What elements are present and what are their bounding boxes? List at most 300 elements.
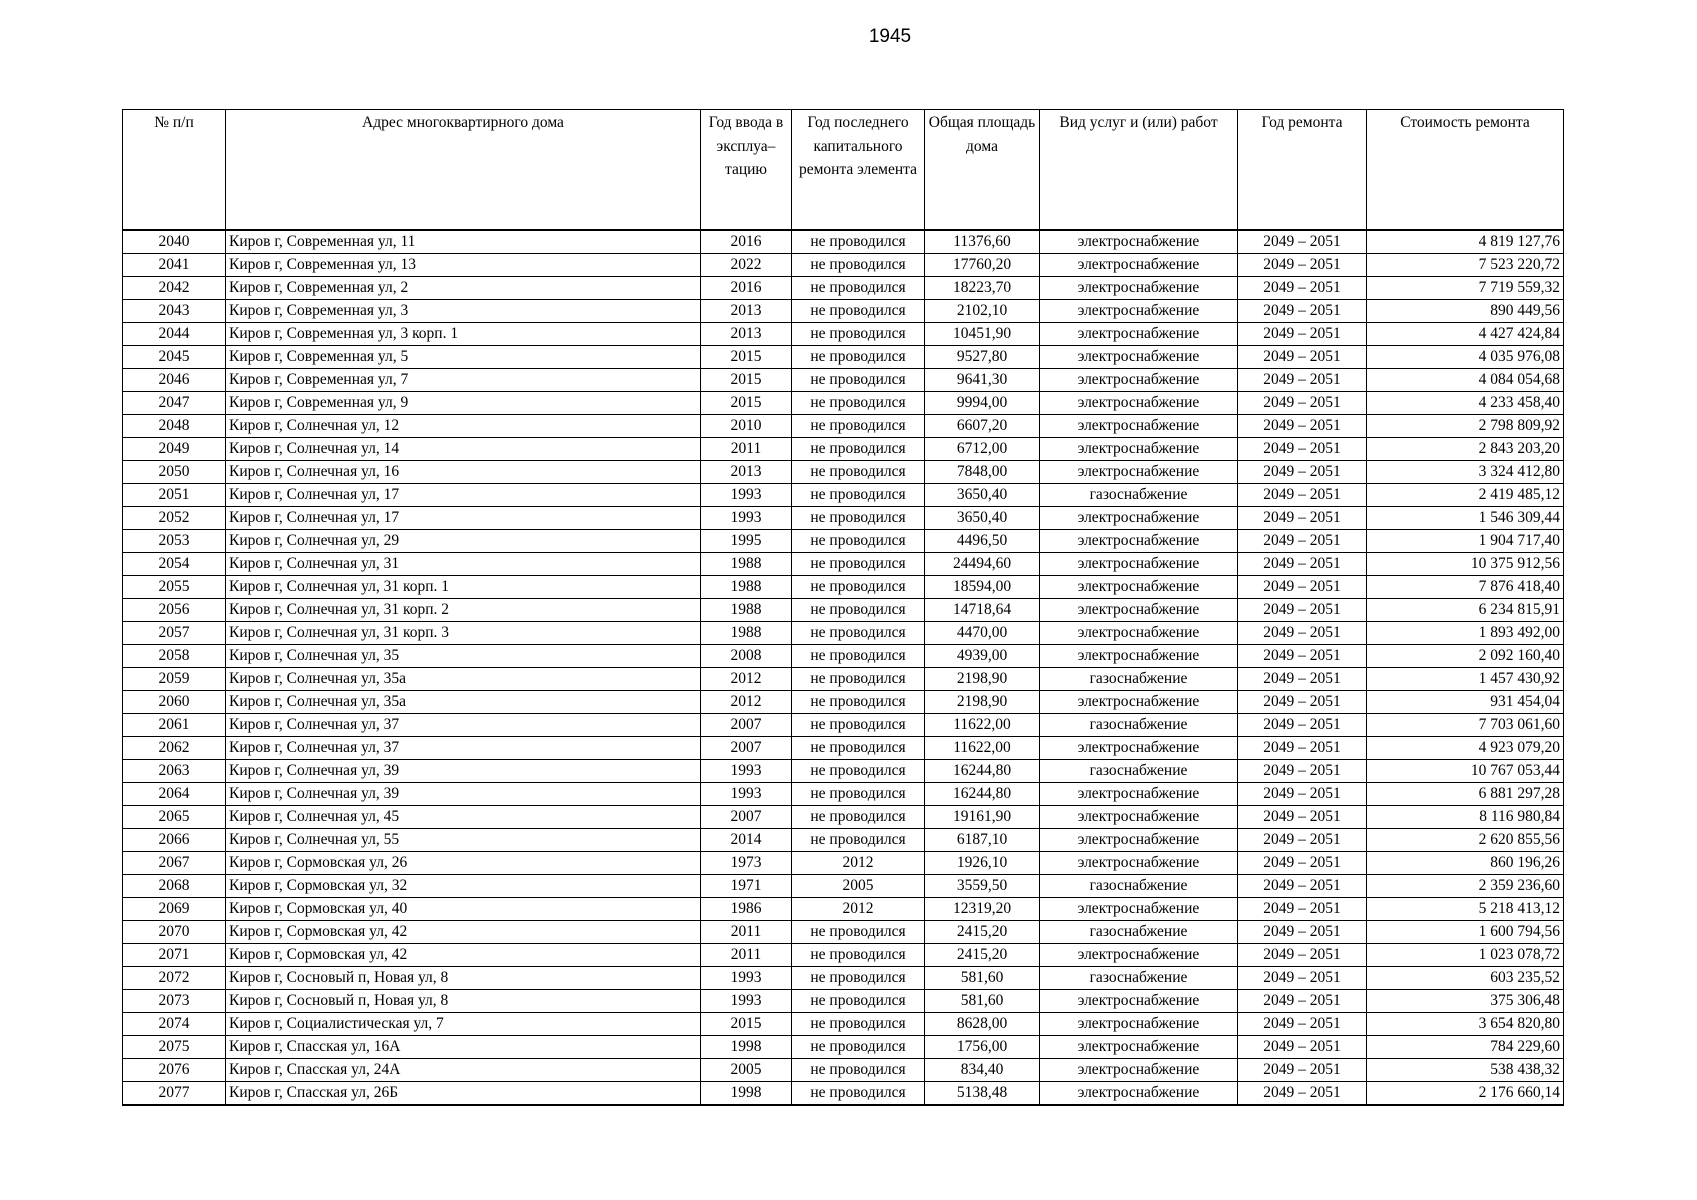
cell-repair-cost: 6 234 815,91 — [1367, 599, 1564, 622]
cell-commission-year: 2015 — [701, 369, 792, 392]
cell-repair-cost: 1 546 309,44 — [1367, 507, 1564, 530]
cell-number: 2045 — [123, 346, 226, 369]
cell-address: Киров г, Спасская ул, 26Б — [226, 1082, 701, 1106]
cell-commission-year: 1993 — [701, 760, 792, 783]
cell-service-type: электроснабжение — [1040, 323, 1238, 346]
cell-repair-year: 2049 – 2051 — [1238, 277, 1367, 300]
cell-total-area: 2415,20 — [925, 944, 1040, 967]
cell-repair-year: 2049 – 2051 — [1238, 438, 1367, 461]
cell-service-type: электроснабжение — [1040, 254, 1238, 277]
cell-total-area: 17760,20 — [925, 254, 1040, 277]
cell-repair-year: 2049 – 2051 — [1238, 553, 1367, 576]
cell-last-repair-year: 2012 — [792, 852, 925, 875]
cell-total-area: 11622,00 — [925, 737, 1040, 760]
table-row — [123, 254, 1564, 277]
cell-last-repair-year: не проводился — [792, 599, 925, 622]
cell-last-repair-year: не проводился — [792, 530, 925, 553]
cell-commission-year: 1993 — [701, 507, 792, 530]
cell-commission-year: 2007 — [701, 714, 792, 737]
cell-commission-year: 2013 — [701, 300, 792, 323]
cell-number: 2059 — [123, 668, 226, 691]
cell-repair-year: 2049 – 2051 — [1238, 254, 1367, 277]
cell-repair-cost: 4 427 424,84 — [1367, 323, 1564, 346]
cell-number: 2048 — [123, 415, 226, 438]
cell-number: 2075 — [123, 1036, 226, 1059]
cell-service-type: электроснабжение — [1040, 645, 1238, 668]
table-row — [123, 898, 1564, 921]
cell-total-area: 16244,80 — [925, 760, 1040, 783]
cell-commission-year: 2011 — [701, 438, 792, 461]
cell-repair-year: 2049 – 2051 — [1238, 921, 1367, 944]
cell-last-repair-year: не проводился — [792, 967, 925, 990]
cell-last-repair-year: не проводился — [792, 714, 925, 737]
cell-number: 2076 — [123, 1059, 226, 1082]
cell-address: Киров г, Солнечная ул, 37 — [226, 737, 701, 760]
cell-repair-year: 2049 – 2051 — [1238, 737, 1367, 760]
table-row — [123, 829, 1564, 852]
cell-last-repair-year: не проводился — [792, 1082, 925, 1106]
cell-total-area: 24494,60 — [925, 553, 1040, 576]
cell-service-type: электроснабжение — [1040, 599, 1238, 622]
cell-repair-year: 2049 – 2051 — [1238, 898, 1367, 921]
cell-total-area: 581,60 — [925, 967, 1040, 990]
cell-commission-year: 2011 — [701, 944, 792, 967]
cell-service-type: газоснабжение — [1040, 484, 1238, 507]
cell-repair-year: 2049 – 2051 — [1238, 230, 1367, 254]
cell-number: 2069 — [123, 898, 226, 921]
table-row — [123, 1013, 1564, 1036]
cell-repair-cost: 3 324 412,80 — [1367, 461, 1564, 484]
cell-repair-cost: 1 600 794,56 — [1367, 921, 1564, 944]
cell-repair-cost: 538 438,32 — [1367, 1059, 1564, 1082]
cell-commission-year: 1993 — [701, 484, 792, 507]
cell-service-type: электроснабжение — [1040, 691, 1238, 714]
cell-repair-cost: 2 843 203,20 — [1367, 438, 1564, 461]
cell-total-area: 581,60 — [925, 990, 1040, 1013]
cell-commission-year: 2008 — [701, 645, 792, 668]
cell-total-area: 1926,10 — [925, 852, 1040, 875]
cell-repair-year: 2049 – 2051 — [1238, 1013, 1367, 1036]
cell-number: 2065 — [123, 806, 226, 829]
cell-commission-year: 2016 — [701, 230, 792, 254]
cell-commission-year: 1993 — [701, 783, 792, 806]
cell-number: 2063 — [123, 760, 226, 783]
cell-service-type: электроснабжение — [1040, 507, 1238, 530]
cell-repair-cost: 5 218 413,12 — [1367, 898, 1564, 921]
cell-address: Киров г, Сормовская ул, 42 — [226, 944, 701, 967]
cell-last-repair-year: 2012 — [792, 898, 925, 921]
cell-commission-year: 2014 — [701, 829, 792, 852]
cell-commission-year: 2010 — [701, 415, 792, 438]
cell-repair-year: 2049 – 2051 — [1238, 875, 1367, 898]
cell-number: 2040 — [123, 230, 226, 254]
cell-total-area: 1756,00 — [925, 1036, 1040, 1059]
cell-repair-year: 2049 – 2051 — [1238, 530, 1367, 553]
table-row — [123, 230, 1564, 254]
cell-repair-year: 2049 – 2051 — [1238, 760, 1367, 783]
cell-commission-year: 2016 — [701, 277, 792, 300]
cell-number: 2054 — [123, 553, 226, 576]
cell-service-type: электроснабжение — [1040, 415, 1238, 438]
cell-address: Киров г, Солнечная ул, 31 корп. 3 — [226, 622, 701, 645]
cell-last-repair-year: не проводился — [792, 645, 925, 668]
cell-commission-year: 1971 — [701, 875, 792, 898]
cell-commission-year: 2012 — [701, 668, 792, 691]
cell-service-type: электроснабжение — [1040, 806, 1238, 829]
cell-repair-cost: 1 023 078,72 — [1367, 944, 1564, 967]
cell-service-type: электроснабжение — [1040, 576, 1238, 599]
cell-repair-cost: 2 620 855,56 — [1367, 829, 1564, 852]
table-row — [123, 1036, 1564, 1059]
table-row — [123, 530, 1564, 553]
cell-service-type: электроснабжение — [1040, 438, 1238, 461]
cell-commission-year: 1995 — [701, 530, 792, 553]
cell-last-repair-year: не проводился — [792, 1013, 925, 1036]
cell-service-type: электроснабжение — [1040, 277, 1238, 300]
cell-service-type: газоснабжение — [1040, 668, 1238, 691]
cell-total-area: 18594,00 — [925, 576, 1040, 599]
header-last-repair-year: Год последнего капитального ремонта элемента — [792, 110, 925, 231]
cell-repair-year: 2049 – 2051 — [1238, 507, 1367, 530]
table-row — [123, 1082, 1564, 1106]
cell-address: Киров г, Солнечная ул, 12 — [226, 415, 701, 438]
table-row — [123, 507, 1564, 530]
cell-service-type: электроснабжение — [1040, 1013, 1238, 1036]
cell-repair-cost: 7 523 220,72 — [1367, 254, 1564, 277]
cell-service-type: электроснабжение — [1040, 461, 1238, 484]
cell-repair-cost: 1 457 430,92 — [1367, 668, 1564, 691]
cell-address: Киров г, Сормовская ул, 40 — [226, 898, 701, 921]
cell-commission-year: 2022 — [701, 254, 792, 277]
cell-address: Киров г, Современная ул, 2 — [226, 277, 701, 300]
cell-repair-cost: 4 035 976,08 — [1367, 346, 1564, 369]
cell-commission-year: 2007 — [701, 737, 792, 760]
cell-address: Киров г, Современная ул, 9 — [226, 392, 701, 415]
cell-repair-cost: 10 375 912,56 — [1367, 553, 1564, 576]
cell-commission-year: 1998 — [701, 1036, 792, 1059]
cell-last-repair-year: не проводился — [792, 783, 925, 806]
cell-total-area: 12319,20 — [925, 898, 1040, 921]
cell-service-type: электроснабжение — [1040, 230, 1238, 254]
cell-number: 2071 — [123, 944, 226, 967]
cell-last-repair-year: не проводился — [792, 760, 925, 783]
cell-number: 2052 — [123, 507, 226, 530]
cell-total-area: 16244,80 — [925, 783, 1040, 806]
cell-commission-year: 1973 — [701, 852, 792, 875]
cell-number: 2072 — [123, 967, 226, 990]
cell-address: Киров г, Солнечная ул, 31 — [226, 553, 701, 576]
table-row — [123, 691, 1564, 714]
table-row — [123, 461, 1564, 484]
cell-number: 2057 — [123, 622, 226, 645]
cell-commission-year: 1988 — [701, 576, 792, 599]
cell-commission-year: 2007 — [701, 806, 792, 829]
cell-repair-cost: 2 359 236,60 — [1367, 875, 1564, 898]
cell-last-repair-year: не проводился — [792, 1059, 925, 1082]
cell-repair-year: 2049 – 2051 — [1238, 783, 1367, 806]
cell-total-area: 4470,00 — [925, 622, 1040, 645]
cell-service-type: газоснабжение — [1040, 967, 1238, 990]
cell-last-repair-year: не проводился — [792, 990, 925, 1013]
cell-commission-year: 1993 — [701, 967, 792, 990]
cell-number: 2053 — [123, 530, 226, 553]
cell-total-area: 9641,30 — [925, 369, 1040, 392]
header-number: № п/п — [123, 110, 226, 231]
cell-address: Киров г, Солнечная ул, 29 — [226, 530, 701, 553]
cell-address: Киров г, Солнечная ул, 16 — [226, 461, 701, 484]
cell-address: Киров г, Современная ул, 11 — [226, 230, 701, 254]
cell-total-area: 4496,50 — [925, 530, 1040, 553]
cell-repair-cost: 603 235,52 — [1367, 967, 1564, 990]
cell-repair-year: 2049 – 2051 — [1238, 300, 1367, 323]
repair-register-table — [122, 109, 1564, 1106]
cell-repair-year: 2049 – 2051 — [1238, 944, 1367, 967]
cell-address: Киров г, Солнечная ул, 35а — [226, 668, 701, 691]
cell-repair-year: 2049 – 2051 — [1238, 829, 1367, 852]
cell-number: 2060 — [123, 691, 226, 714]
cell-repair-year: 2049 – 2051 — [1238, 668, 1367, 691]
cell-number: 2046 — [123, 369, 226, 392]
cell-repair-year: 2049 – 2051 — [1238, 645, 1367, 668]
cell-number: 2041 — [123, 254, 226, 277]
cell-service-type: электроснабжение — [1040, 300, 1238, 323]
cell-total-area: 6187,10 — [925, 829, 1040, 852]
cell-repair-cost: 2 176 660,14 — [1367, 1082, 1564, 1106]
table-row — [123, 967, 1564, 990]
table-row — [123, 714, 1564, 737]
table-row — [123, 944, 1564, 967]
cell-last-repair-year: не проводился — [792, 254, 925, 277]
cell-repair-year: 2049 – 2051 — [1238, 576, 1367, 599]
cell-service-type: электроснабжение — [1040, 829, 1238, 852]
table-row — [123, 369, 1564, 392]
cell-total-area: 11622,00 — [925, 714, 1040, 737]
cell-total-area: 11376,60 — [925, 230, 1040, 254]
cell-repair-year: 2049 – 2051 — [1238, 1082, 1367, 1106]
cell-last-repair-year: не проводился — [792, 300, 925, 323]
cell-commission-year: 2005 — [701, 1059, 792, 1082]
cell-commission-year: 2011 — [701, 921, 792, 944]
cell-total-area: 5138,48 — [925, 1082, 1040, 1106]
cell-address: Киров г, Солнечная ул, 35 — [226, 645, 701, 668]
cell-commission-year: 1988 — [701, 622, 792, 645]
cell-repair-year: 2049 – 2051 — [1238, 691, 1367, 714]
cell-total-area: 18223,70 — [925, 277, 1040, 300]
cell-commission-year: 1998 — [701, 1082, 792, 1106]
cell-number: 2050 — [123, 461, 226, 484]
cell-number: 2070 — [123, 921, 226, 944]
cell-total-area: 3650,40 — [925, 484, 1040, 507]
cell-repair-cost: 10 767 053,44 — [1367, 760, 1564, 783]
cell-last-repair-year: не проводился — [792, 392, 925, 415]
cell-address: Киров г, Солнечная ул, 14 — [226, 438, 701, 461]
cell-number: 2068 — [123, 875, 226, 898]
table-row — [123, 852, 1564, 875]
cell-repair-cost: 1 904 717,40 — [1367, 530, 1564, 553]
cell-repair-cost: 7 876 418,40 — [1367, 576, 1564, 599]
cell-repair-cost: 6 881 297,28 — [1367, 783, 1564, 806]
cell-commission-year: 1988 — [701, 553, 792, 576]
cell-number: 2077 — [123, 1082, 226, 1106]
table-row — [123, 783, 1564, 806]
cell-total-area: 4939,00 — [925, 645, 1040, 668]
cell-last-repair-year: не проводился — [792, 622, 925, 645]
table-row — [123, 277, 1564, 300]
cell-address: Киров г, Социалистическая ул, 7 — [226, 1013, 701, 1036]
cell-last-repair-year: не проводился — [792, 737, 925, 760]
cell-last-repair-year: не проводился — [792, 277, 925, 300]
cell-service-type: электроснабжение — [1040, 737, 1238, 760]
cell-commission-year: 2013 — [701, 461, 792, 484]
cell-address: Киров г, Солнечная ул, 31 корп. 2 — [226, 599, 701, 622]
table-row — [123, 875, 1564, 898]
cell-repair-cost: 7 719 559,32 — [1367, 277, 1564, 300]
cell-number: 2043 — [123, 300, 226, 323]
cell-total-area: 834,40 — [925, 1059, 1040, 1082]
cell-service-type: электроснабжение — [1040, 622, 1238, 645]
cell-repair-year: 2049 – 2051 — [1238, 714, 1367, 737]
cell-last-repair-year: не проводился — [792, 1036, 925, 1059]
cell-repair-cost: 2 798 809,92 — [1367, 415, 1564, 438]
cell-address: Киров г, Спасская ул, 16А — [226, 1036, 701, 1059]
cell-repair-cost: 890 449,56 — [1367, 300, 1564, 323]
cell-number: 2062 — [123, 737, 226, 760]
cell-address: Киров г, Солнечная ул, 45 — [226, 806, 701, 829]
cell-commission-year: 2015 — [701, 346, 792, 369]
cell-total-area: 2102,10 — [925, 300, 1040, 323]
cell-repair-cost: 4 084 054,68 — [1367, 369, 1564, 392]
cell-number: 2051 — [123, 484, 226, 507]
table-row — [123, 438, 1564, 461]
table-header-row — [123, 110, 1564, 231]
cell-service-type: электроснабжение — [1040, 852, 1238, 875]
cell-total-area: 9527,80 — [925, 346, 1040, 369]
cell-commission-year: 1986 — [701, 898, 792, 921]
cell-total-area: 3650,40 — [925, 507, 1040, 530]
cell-service-type: электроснабжение — [1040, 944, 1238, 967]
table-body — [123, 230, 1564, 1105]
cell-last-repair-year: не проводился — [792, 484, 925, 507]
cell-number: 2061 — [123, 714, 226, 737]
page-number: 1945 — [868, 26, 912, 47]
cell-service-type: электроснабжение — [1040, 346, 1238, 369]
header-total-area: Общая площадь дома — [925, 110, 1040, 231]
cell-repair-cost: 4 819 127,76 — [1367, 230, 1564, 254]
cell-repair-year: 2049 – 2051 — [1238, 599, 1367, 622]
cell-address: Киров г, Солнечная ул, 31 корп. 1 — [226, 576, 701, 599]
cell-last-repair-year: не проводился — [792, 944, 925, 967]
cell-last-repair-year: не проводился — [792, 806, 925, 829]
header-repair-year: Год ремонта — [1238, 110, 1367, 231]
table-row — [123, 300, 1564, 323]
cell-service-type: электроснабжение — [1040, 1082, 1238, 1106]
cell-repair-year: 2049 – 2051 — [1238, 852, 1367, 875]
cell-address: Киров г, Солнечная ул, 17 — [226, 507, 701, 530]
cell-number: 2042 — [123, 277, 226, 300]
cell-address: Киров г, Солнечная ул, 37 — [226, 714, 701, 737]
cell-address: Киров г, Сосновый п, Новая ул, 8 — [226, 990, 701, 1013]
cell-last-repair-year: не проводился — [792, 415, 925, 438]
cell-last-repair-year: не проводился — [792, 691, 925, 714]
cell-number: 2056 — [123, 599, 226, 622]
cell-commission-year: 2012 — [701, 691, 792, 714]
cell-total-area: 14718,64 — [925, 599, 1040, 622]
table-row — [123, 1059, 1564, 1082]
cell-total-area: 3559,50 — [925, 875, 1040, 898]
cell-repair-cost: 2 419 485,12 — [1367, 484, 1564, 507]
cell-repair-year: 2049 – 2051 — [1238, 369, 1367, 392]
cell-last-repair-year: не проводился — [792, 829, 925, 852]
cell-number: 2049 — [123, 438, 226, 461]
cell-commission-year: 2015 — [701, 392, 792, 415]
cell-service-type: электроснабжение — [1040, 392, 1238, 415]
table-row — [123, 392, 1564, 415]
cell-service-type: газоснабжение — [1040, 921, 1238, 944]
cell-service-type: электроснабжение — [1040, 990, 1238, 1013]
cell-repair-cost: 860 196,26 — [1367, 852, 1564, 875]
cell-last-repair-year: 2005 — [792, 875, 925, 898]
table-row — [123, 346, 1564, 369]
cell-address: Киров г, Современная ул, 7 — [226, 369, 701, 392]
cell-address: Киров г, Солнечная ул, 39 — [226, 760, 701, 783]
cell-number: 2073 — [123, 990, 226, 1013]
cell-total-area: 8628,00 — [925, 1013, 1040, 1036]
cell-number: 2064 — [123, 783, 226, 806]
cell-repair-year: 2049 – 2051 — [1238, 461, 1367, 484]
cell-number: 2047 — [123, 392, 226, 415]
cell-last-repair-year: не проводился — [792, 668, 925, 691]
cell-number: 2055 — [123, 576, 226, 599]
cell-last-repair-year: не проводился — [792, 921, 925, 944]
cell-service-type: электроснабжение — [1040, 553, 1238, 576]
cell-total-area: 2198,90 — [925, 691, 1040, 714]
cell-repair-cost: 784 229,60 — [1367, 1036, 1564, 1059]
cell-number: 2067 — [123, 852, 226, 875]
cell-total-area: 19161,90 — [925, 806, 1040, 829]
cell-last-repair-year: не проводился — [792, 461, 925, 484]
header-commission-year: Год ввода в эксплуа–тацию — [701, 110, 792, 231]
cell-address: Киров г, Современная ул, 3 корп. 1 — [226, 323, 701, 346]
cell-last-repair-year: не проводился — [792, 369, 925, 392]
cell-address: Киров г, Сормовская ул, 32 — [226, 875, 701, 898]
cell-commission-year: 1993 — [701, 990, 792, 1013]
cell-total-area: 2198,90 — [925, 668, 1040, 691]
cell-address: Киров г, Сормовская ул, 26 — [226, 852, 701, 875]
table-row — [123, 737, 1564, 760]
cell-service-type: электроснабжение — [1040, 530, 1238, 553]
cell-address: Киров г, Солнечная ул, 55 — [226, 829, 701, 852]
cell-address: Киров г, Современная ул, 3 — [226, 300, 701, 323]
cell-repair-year: 2049 – 2051 — [1238, 967, 1367, 990]
table-row — [123, 415, 1564, 438]
table-row — [123, 323, 1564, 346]
cell-commission-year: 1988 — [701, 599, 792, 622]
cell-repair-year: 2049 – 2051 — [1238, 392, 1367, 415]
table-row — [123, 645, 1564, 668]
table-row — [123, 576, 1564, 599]
table-row — [123, 921, 1564, 944]
cell-repair-cost: 4 923 079,20 — [1367, 737, 1564, 760]
cell-service-type: электроснабжение — [1040, 898, 1238, 921]
cell-repair-cost: 8 116 980,84 — [1367, 806, 1564, 829]
cell-repair-cost: 375 306,48 — [1367, 990, 1564, 1013]
cell-number: 2044 — [123, 323, 226, 346]
cell-address: Киров г, Сосновый п, Новая ул, 8 — [226, 967, 701, 990]
cell-service-type: электроснабжение — [1040, 1059, 1238, 1082]
table-row — [123, 484, 1564, 507]
cell-total-area: 7848,00 — [925, 461, 1040, 484]
cell-repair-year: 2049 – 2051 — [1238, 415, 1367, 438]
